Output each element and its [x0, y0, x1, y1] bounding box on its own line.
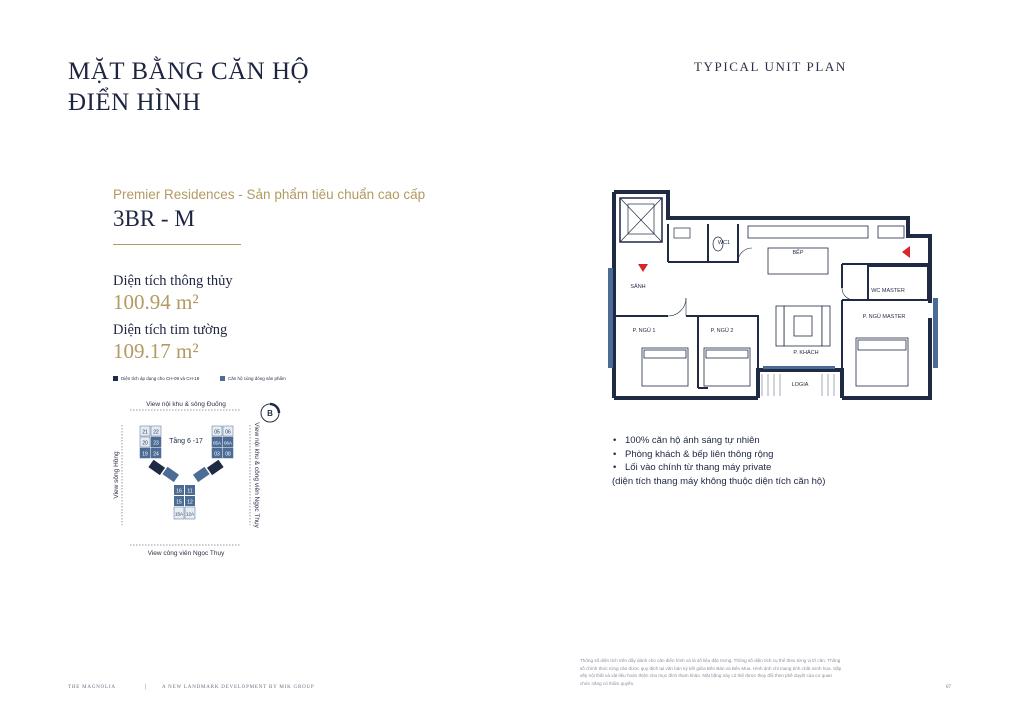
svg-text:24: 24: [153, 451, 159, 458]
svg-text:05A: 05A: [212, 440, 222, 446]
elevator-shaft: [620, 198, 662, 242]
wing-bottom: [174, 485, 195, 519]
compass-icon: [261, 404, 279, 422]
living-furniture: [776, 306, 830, 346]
wc1-fixtures: [674, 228, 723, 251]
bullet: •: [613, 435, 617, 446]
room-label-living: P. KHÁCH: [793, 350, 819, 356]
svg-text:22: 22: [153, 429, 159, 436]
list-item: • 100% căn hộ ánh sáng tự nhiên: [613, 435, 760, 446]
view-top-label: View nội khu & sông Đuống: [146, 401, 226, 408]
svg-text:03: 03: [214, 451, 220, 458]
divider: [113, 244, 241, 245]
svg-text:B: B: [267, 409, 273, 418]
title-line-1: MẶT BẰNG CĂN HỘ: [68, 58, 310, 85]
gross-area-label: Diện tích tim tường: [113, 322, 228, 338]
svg-text:15A: 15A: [174, 511, 184, 517]
svg-text:19: 19: [142, 451, 148, 458]
feature-list: [612, 434, 825, 488]
legend-item-same-line: [220, 376, 286, 381]
page-title-english: TYPICAL UNIT PLAN: [694, 59, 847, 74]
room-label-wc1: WC1: [717, 240, 731, 246]
building-key-map: [100, 395, 300, 565]
room-label-bed-master: P. NGỦ MASTER: [862, 314, 906, 320]
svg-text:15: 15: [176, 499, 182, 506]
legend-swatch-blue: [220, 376, 225, 381]
bedroom-furniture: [642, 338, 908, 386]
bullet: •: [613, 462, 617, 473]
room-label-wc-master: WC MASTER: [871, 288, 905, 294]
floor-plan: [608, 188, 938, 400]
net-area-value: 100.94 m²: [113, 290, 199, 314]
legend-label-applicable: Diện tích áp dụng cho CH-09 và CH-18: [121, 376, 200, 381]
svg-text:11: 11: [187, 488, 193, 495]
room-label-kitchen: BẾP: [792, 250, 804, 256]
svg-text:16: 16: [176, 488, 182, 495]
view-left-label: View sông Hồng: [113, 451, 120, 499]
svg-text:08: 08: [225, 451, 231, 458]
feature-note: (diện tích thang máy không thuộc diện tích căn hộ): [612, 475, 826, 487]
wing-left: [140, 426, 179, 482]
gross-area-value: 109.17 m²: [113, 339, 199, 363]
list-item: • Phòng khách & bếp liên thông rộng: [613, 448, 774, 460]
net-area-label: Diện tích thông thủy: [113, 273, 233, 289]
entry-marker-right-icon: [902, 246, 910, 258]
unit-type: 3BR - M: [113, 206, 195, 231]
floor-range-label: Tầng 6 -17: [169, 438, 203, 445]
legend-item-applicable: [113, 376, 199, 381]
svg-text:23: 23: [153, 440, 159, 447]
disclaimer: Thông số diện tích trên đây dành cho căn điển hình và là số liệu đặc trưng. Thông số diện tích cụ thể theo từng vị trí căn. Thông số chính thức từng căn được quy định tại văn bản ký kết giữa Bên Bán và Bên Mua. Hình ảnh chỉ mang tính chất minh họa. Sắp xếp nội thất và vật liệu hoàn thiện cho mục đích tham khảo. Mặt bằng này có thể được thay đổi theo phê duyệt của cơ quan chức năng có thẩm quyền.: [580, 658, 842, 686]
page-number: 67: [946, 685, 951, 690]
room-label-lobby: SẢNH: [630, 284, 646, 290]
svg-text:21: 21: [142, 429, 148, 436]
svg-text:05: 05: [214, 429, 220, 436]
list-item: • Lối vào chính từ thang máy private: [613, 462, 772, 473]
legend-label-same-line: Căn hộ cùng dòng sản phẩm: [228, 376, 286, 381]
svg-text:20: 20: [142, 440, 148, 447]
footer-separator: |: [145, 684, 147, 690]
product-subtitle: Premier Residences - Sản phẩm tiêu chuẩn cao cấp: [113, 187, 426, 202]
room-label-bed2: P. NGỦ 2: [710, 328, 734, 334]
view-right-label: View nội khu & công viên Ngọc Thụy: [253, 422, 260, 528]
room-label-loggia: LOGIA: [791, 382, 809, 388]
footer-tagline: A NEW LANDMARK DEVELOPMENT BY MIK GROUP: [162, 685, 315, 690]
wc-master-walls: [868, 266, 928, 300]
page-title: [68, 56, 309, 118]
legend-swatch-dark: [113, 376, 118, 381]
entry-marker-icon: [638, 264, 648, 272]
svg-text:12: 12: [187, 499, 193, 506]
svg-text:12A: 12A: [185, 511, 195, 517]
svg-text:06: 06: [225, 429, 231, 436]
wing-right: [193, 426, 233, 482]
svg-text:06A: 06A: [223, 440, 233, 446]
room-label-bed1: P. NGỦ 1: [632, 328, 656, 334]
title-line-2: ĐIỂN HÌNH: [68, 89, 201, 116]
bullet: •: [613, 448, 617, 460]
view-bottom-label: View công viên Ngọc Thụy: [147, 550, 225, 557]
footer-brand: THE MAGNOLIA: [68, 685, 116, 690]
